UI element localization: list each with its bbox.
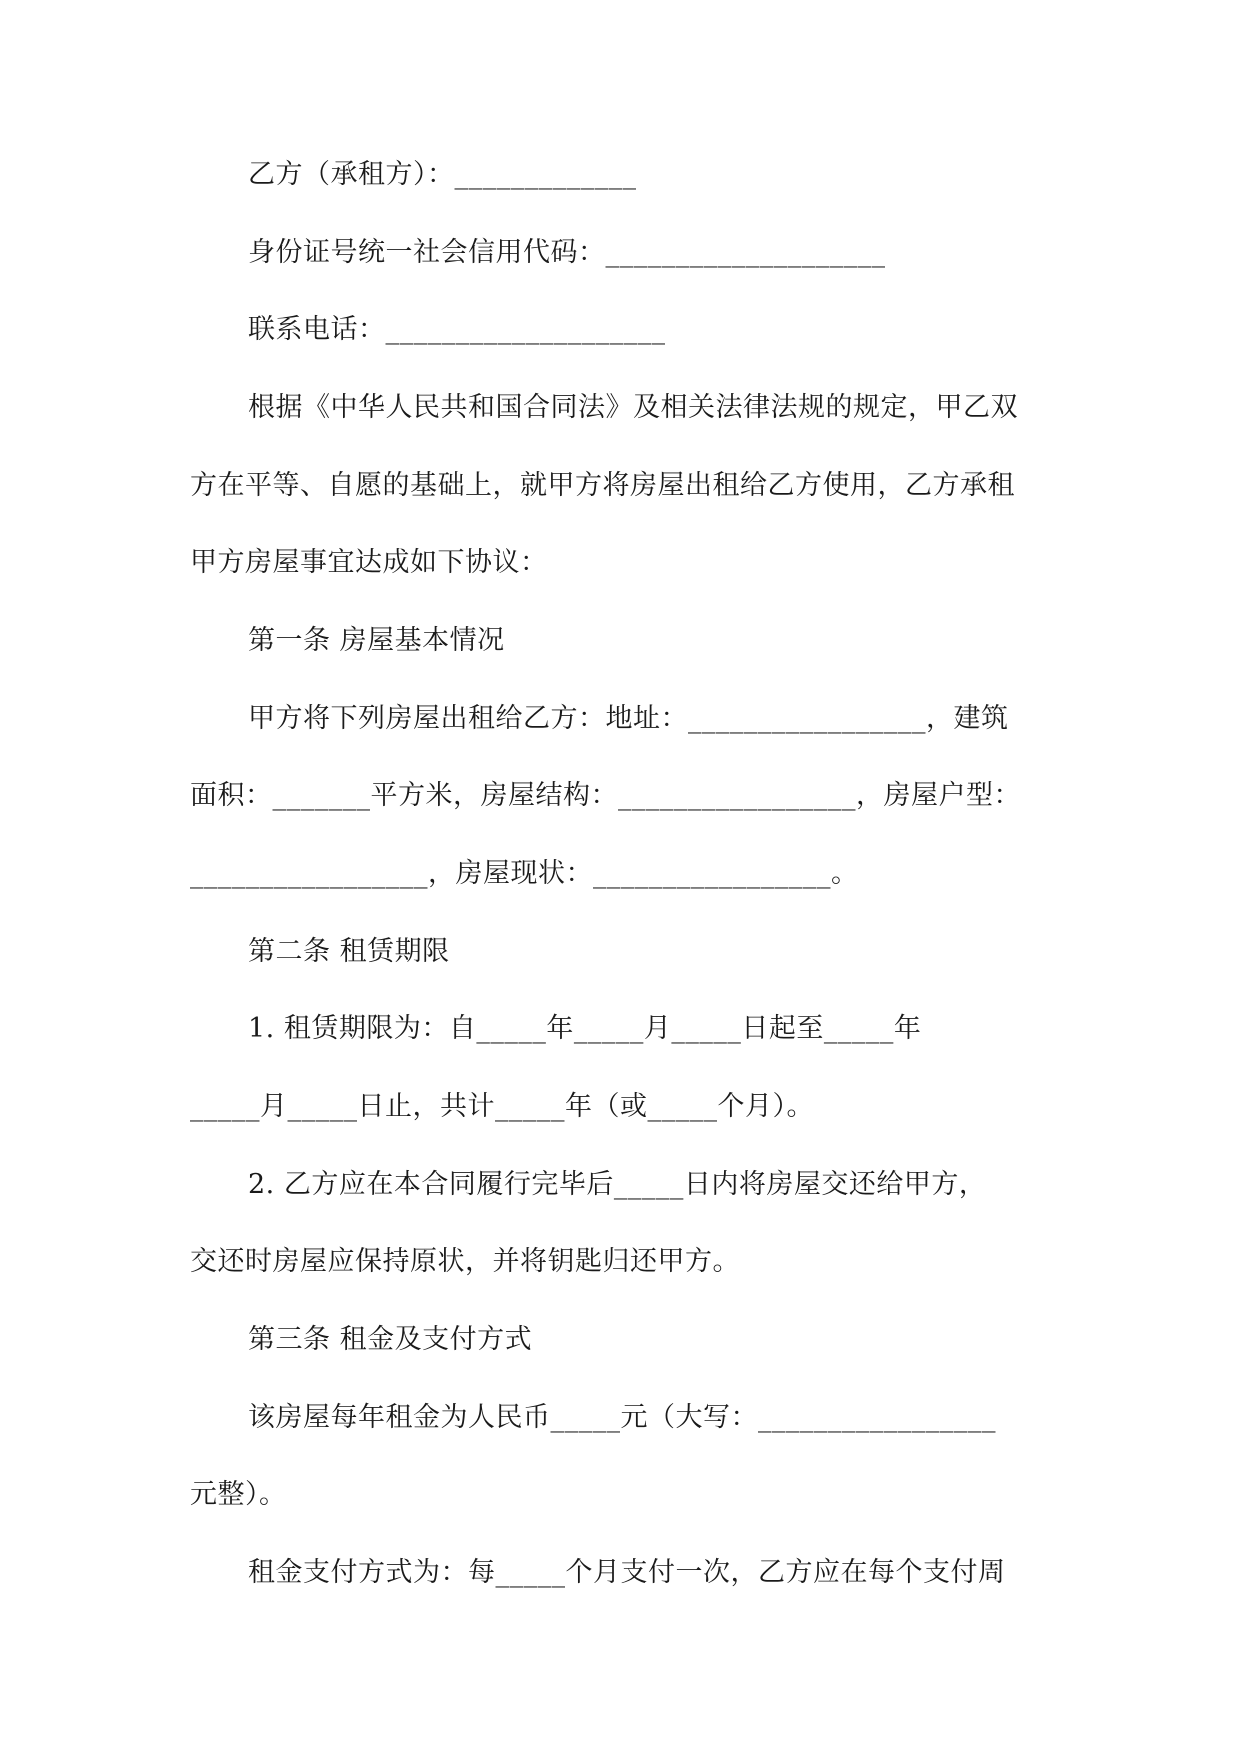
preamble-line-2: 方在平等、自愿的基础上，就甲方将房屋出租给乙方使用，乙方承租 — [190, 470, 1015, 501]
article-3-payment-line: 租金支付方式为：每_____个月支付一次，乙方应在每个支付周 — [248, 1557, 1006, 1588]
id-code-line: 身份证号统一社会信用代码：____________________ — [248, 237, 886, 268]
article-1-heading: 第一条 房屋基本情况 — [248, 625, 505, 656]
article-2-item-1-line-1: 1. 租赁期限为：自_____年_____月_____日起至_____年 — [248, 1013, 922, 1044]
article-1-line-1: 甲方将下列房屋出租给乙方：地址：_________________，建筑 — [248, 703, 1009, 734]
preamble-line-3: 甲方房屋事宜达成如下协议： — [190, 547, 548, 578]
article-1-line-3: _________________，房屋现状：_________________。 — [190, 858, 859, 889]
article-2-item-2-line-2: 交还时房屋应保持原状，并将钥匙归还甲方。 — [190, 1246, 740, 1277]
article-3-rent-line-2: 元整）。 — [190, 1479, 287, 1510]
article-2-heading: 第二条 租赁期限 — [248, 936, 450, 967]
article-3-rent-line-1: 该房屋每年租金为人民币_____元（大写：_________________ — [248, 1402, 996, 1433]
article-2-item-1-line-2: _____月_____日止，共计_____年（或_____个月）。 — [190, 1091, 814, 1122]
phone-line: 联系电话：____________________ — [248, 314, 666, 345]
preamble-line-1: 根据《中华人民共和国合同法》及相关法律法规的规定，甲乙双 — [248, 392, 1018, 423]
article-3-heading: 第三条 租金及支付方式 — [248, 1324, 533, 1355]
article-2-item-2-line-1: 2. 乙方应在本合同履行完毕后_____日内将房屋交还给甲方， — [248, 1169, 987, 1200]
article-1-line-2: 面积：_______平方米，房屋结构：_________________，房屋户型： — [190, 780, 1021, 811]
lessee-line: 乙方（承租方）：_____________ — [248, 159, 637, 190]
